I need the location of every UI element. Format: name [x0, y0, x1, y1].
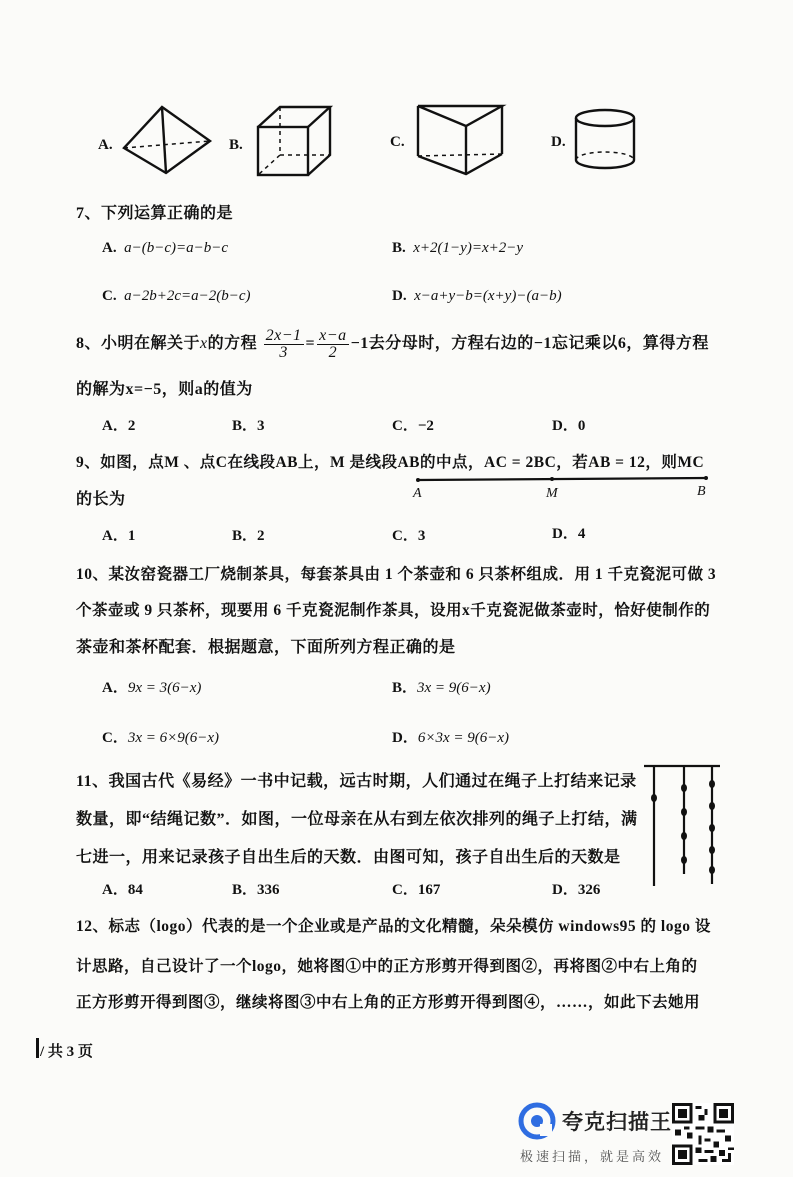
- q11-option-c: C．167: [392, 882, 441, 898]
- q8-line2: 的解为x=−5，则a的值为: [76, 381, 253, 398]
- q6-option-b-label: B.: [229, 137, 243, 153]
- q6-option-d-label: D.: [551, 134, 566, 150]
- point-m: [550, 477, 554, 481]
- q10-line3: 茶壶和茶杯配套．根据题意，下面所列方程正确的是: [76, 639, 456, 656]
- q10-option-c: C．3x = 6×9(6−x): [102, 730, 220, 746]
- q8-option-b: B．3: [232, 418, 265, 434]
- q12-line1: 12、标志（logo）代表的是一个企业或是产品的文化精髓，朵朵模仿 windows95 的 logo 设: [76, 918, 711, 935]
- triangular-prism-icon: [412, 100, 508, 180]
- qr-code-icon: [672, 1103, 734, 1165]
- q9-label-a: A: [413, 486, 422, 501]
- q8-option-d: D．0: [552, 418, 586, 434]
- q11-option-a: A．84: [102, 882, 143, 898]
- q10-line1: 10、某汝窑瓷器工厂烧制茶具，每套茶具由 1 个茶壶和 6 只茶杯组成．用 1 千克瓷泥可做 3: [76, 566, 717, 583]
- q7-option-d: D. x−a+y−b=(x+y)−(a−b): [392, 288, 562, 304]
- knotted-rope-figure: [642, 762, 722, 892]
- q8-line1: 8、小明在解关于x的方程 $\frac{2x-1}{3}$ = $\frac{x-a}{2}$ −1去分母时，方程右边的−1忘记乘以6，算得方程: [76, 327, 709, 361]
- q10-option-b: B．3x = 9(6−x): [392, 680, 491, 696]
- q8-fraction-1: $\frac{2x-1}{3}$: [265, 327, 302, 361]
- q8-option-a: A．2: [102, 418, 136, 434]
- q8-option-c: C．−2: [392, 418, 434, 434]
- q12-line3: 正方形剪开得到图③，继续将图③中右上角的正方形剪开得到图④，……，如此下去她用: [76, 994, 701, 1011]
- q11-line2: 数量，即“结绳记数”．如图，一位母亲在从右到左依次排列的绳子上打结，满: [76, 811, 638, 828]
- q9-option-c: C．3: [392, 528, 426, 544]
- q9-label-m: M: [546, 486, 558, 501]
- point-a: [416, 478, 420, 482]
- cylinder-icon: [572, 106, 638, 172]
- q9-segment-figure: [410, 472, 712, 504]
- q9-option-d: D．4: [552, 526, 586, 542]
- q7-option-a: A. a−(b−c)=a−b−c: [102, 240, 229, 256]
- page-number: / 共 3 页: [40, 1044, 93, 1060]
- tetrahedron-icon: [118, 103, 216, 183]
- q11-option-d: D．326: [552, 882, 601, 898]
- quark-scanner-watermark: [518, 1100, 672, 1170]
- q12-line2: 计思路，自己设计了一个logo，她将图①中的正方形剪开得到图②，再将图②中右上角的: [76, 958, 698, 975]
- q7-option-b: B. x+2(1−y)=x+2−y: [392, 240, 523, 256]
- watermark-tagline: 极速扫描，就是高效: [520, 1150, 665, 1165]
- q9-line2: 的长为: [76, 491, 126, 508]
- watermark-brand-name: 夸克扫描王: [562, 1110, 672, 1134]
- q10-option-d: D．6×3x = 9(6−x): [392, 730, 510, 746]
- segment-ab: [418, 478, 706, 480]
- q10-line2: 个茶壶或 9 只茶杯，现要用 6 千克瓷泥制作茶具，设用x千克瓷泥做茶壶时，恰好使制作的: [76, 602, 711, 619]
- q7-option-c: C. a−2b+2c=a−2(b−c): [102, 288, 251, 304]
- q9-label-b: B: [697, 484, 706, 499]
- q9-option-b: B．2: [232, 528, 265, 544]
- q11-option-b: B．336: [232, 882, 280, 898]
- q7-stem: 7、下列运算正确的是: [76, 205, 234, 222]
- q11-line1: 11、我国古代《易经》一书中记载，远古时期，人们通过在绳子上打结来记录: [76, 773, 637, 790]
- q9-option-a: A．1: [102, 528, 136, 544]
- quark-scan-logo-icon: [518, 1102, 556, 1140]
- q9-line1: 9、如图，点M 、点C在线段AB上，M 是线段AB的中点，AC = 2BC，若AB = 12，则MC: [76, 454, 705, 471]
- point-b: [704, 476, 708, 480]
- q6-option-a-label: A.: [98, 137, 113, 153]
- cube-icon: [254, 103, 334, 179]
- q10-option-a: A．9x = 3(6−x): [102, 680, 202, 696]
- q11-line3: 七进一，用来记录孩子自出生后的天数．由图可知，孩子自出生后的天数是: [76, 849, 621, 866]
- q6-option-c-label: C.: [390, 134, 405, 150]
- q8-fraction-2: $\frac{x-a}{2}$: [319, 327, 347, 361]
- page-number-edge: [36, 1038, 39, 1058]
